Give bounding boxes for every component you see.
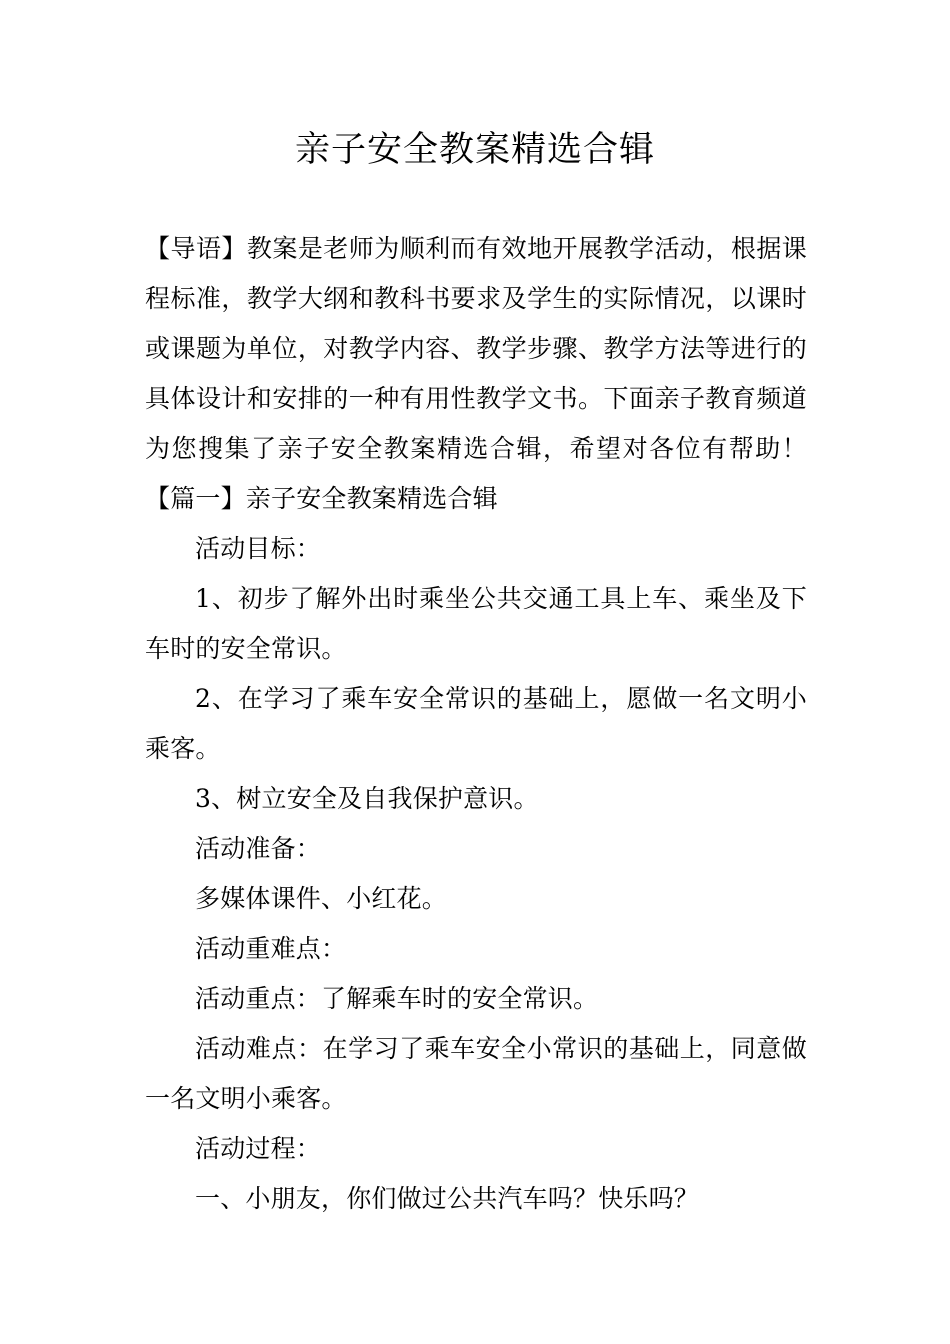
document-body — [145, 224, 807, 1224]
paragraph-key-point: 活动重点：了解乘车时的安全常识。 — [195, 984, 599, 1013]
paragraph-goal-2: 2、在学习了乘车安全常识的基础上，愿做一名文明小乘客。 — [145, 684, 807, 763]
paragraph-process-step-1: 一、小朋友，你们做过公共汽车吗？快乐吗？ — [195, 1184, 700, 1213]
intro-paragraph: 【导语】教案是老师为顺利而有效地开展教学活动，根据课程标准，教学大纲和教科书要求及学生的实际情况，以课时或课题为单位，对教学内容、教学步骤、教学方法等进行的具体设计和安排的一种有用性教学文书。下面亲子教育频道为您搜集了亲子安全教案精选合辑，希望对各位有帮助！【篇一】亲子安全教案精选合辑 — [145, 234, 807, 513]
document-title: 亲子安全教案精选合辑 — [294, 130, 655, 170]
paragraph-key-points-heading: 活动重难点： — [195, 934, 347, 963]
paragraph-process-heading: 活动过程： — [195, 1134, 322, 1163]
paragraph-goal-3: 3、树立安全及自我保护意识。 — [195, 784, 539, 813]
paragraph-difficult-point: 活动难点：在学习了乘车安全小常识的基础上，同意做一名文明小乘客。 — [145, 1034, 807, 1113]
paragraph-goal-1: 1、初步了解外出时乘坐公共交通工具上车、乘坐及下车时的安全常识。 — [145, 584, 807, 663]
paragraph-activity-goals-heading: 活动目标： — [195, 534, 322, 563]
paragraph-preparation-heading: 活动准备： — [195, 834, 322, 863]
paragraph-preparation-items: 多媒体课件、小红花。 — [195, 884, 448, 913]
